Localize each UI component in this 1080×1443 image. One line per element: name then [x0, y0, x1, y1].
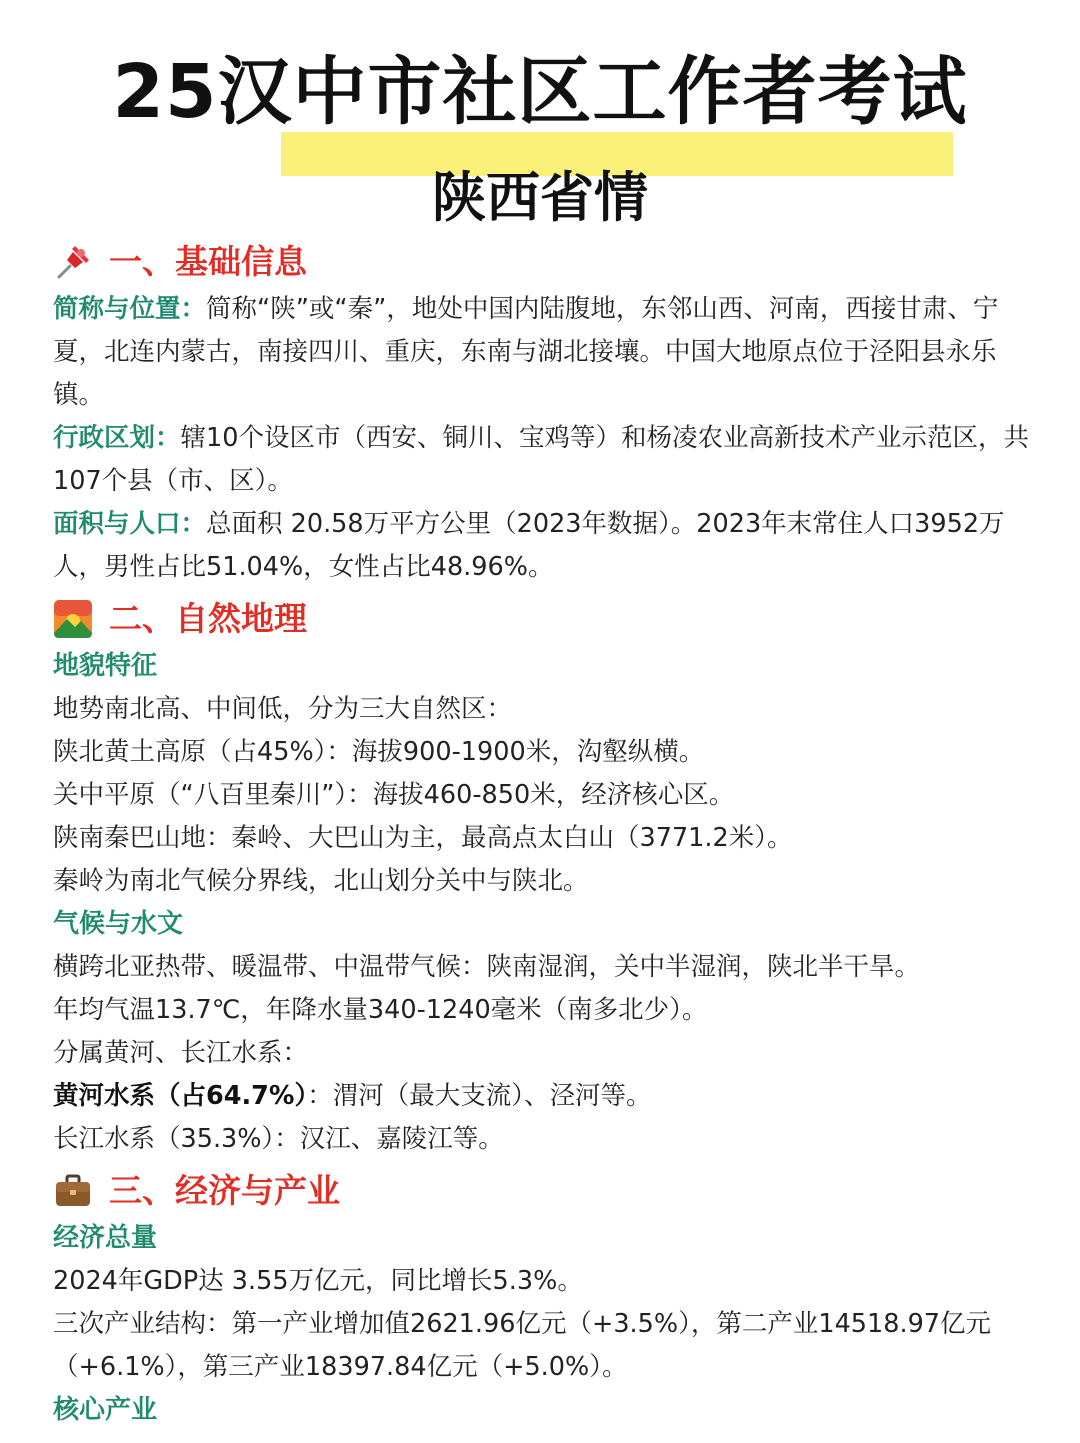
paragraph-key: 面积与人口：: [53, 509, 207, 539]
paragraph-text: 辖10个设区市（西安、铜川、宝鸡等）和杨凌农业高新技术产业示范区，共107个县（市、区）。: [53, 423, 1029, 496]
section-heading-text: 一、基础信息: [109, 242, 307, 281]
paragraph-industry-structure: 三次产业结构：第一产业增加值2621.96亿元（+3.5%），第二产业14518.97亿元（+6.1%），第三产业18397.84亿元（+5.0%）。: [53, 1309, 992, 1382]
page-subtitle: 陕西省情: [432, 166, 648, 229]
paragraph-text: 总面积 20.58万平方公里（2023年数据）。2023年末常住人口3952万人，男性占比51.04%，女性占比48.96%。: [53, 509, 1005, 582]
paragraph-key: 简称与位置：: [53, 294, 207, 324]
text-line-yellow-river: [53, 1075, 1033, 1118]
text-line: 陕南秦巴山地：秦岭、大巴山为主，最高点太白山（3771.2米）。: [53, 823, 793, 853]
paragraph-abbreviation-location: [53, 288, 1033, 417]
page-title-block: [113, 40, 968, 144]
text-line: 关中平原（“八百里秦川”）：海拔460-850米，经济核心区。: [53, 780, 735, 810]
paragraph-admin-division: [53, 417, 1033, 503]
page-title: 25汉中市社区工作者考试: [112, 49, 968, 135]
subheading-core-industry: 核心产业: [53, 1395, 158, 1425]
subheading-landform: 地貌特征: [53, 651, 158, 681]
briefcase-icon: [53, 1171, 93, 1211]
pushpin-icon: [53, 242, 93, 282]
paragraph-text: 简称“陕”或“秦”，地处中国内陆腹地，东邻山西、河南，西接甘肃、宁夏，北连内蒙古，南接四川、重庆，东南与湖北接壤。中国大地原点位于泾阳县永乐镇。: [53, 294, 999, 410]
text-line: 分属黄河、长江水系：: [53, 1038, 309, 1068]
paragraph-key: 行政区划：: [53, 423, 181, 453]
text-line: 2024年GDP达 3.55万亿元，同比增长5.3%。: [53, 1266, 583, 1296]
text-line: 年均气温13.7℃，年降水量340-1240毫米（南多北少）。: [53, 995, 708, 1025]
text-line: 长江水系（35.3%）：汉江、嘉陵江等。: [53, 1124, 504, 1154]
section-heading-natural-geography: [53, 593, 1033, 645]
section-heading-economy: [53, 1165, 1033, 1217]
text-line: 秦岭为南北气候分界线，北山划分关中与陕北。: [53, 866, 589, 896]
subheading-climate-hydrology: 气候与水文: [53, 909, 184, 939]
paragraph-area-population: [53, 503, 1033, 589]
text-line: 地势南北高、中间低，分为三大自然区：: [53, 694, 513, 724]
sunrise-mountains-icon: [53, 599, 93, 639]
text-line: 陕北黄土高原（占45%）：海拔900-1900米，沟壑纵横。: [53, 737, 705, 767]
line-text: ：渭河（最大支流）、泾河等。: [307, 1081, 652, 1111]
title-area: [0, 40, 1080, 144]
section-heading-basic-info: [53, 236, 1033, 288]
text-line: 横跨北亚热带、暖温带、中温带气候：陕南湿润，关中半湿润，陕北半干旱。: [53, 952, 921, 982]
content: [53, 236, 1033, 1432]
section-heading-text: 二、自然地理: [109, 599, 307, 638]
subheading-economic-total: 经济总量: [53, 1223, 158, 1253]
section-heading-text: 三、经济与产业: [109, 1171, 340, 1210]
bold-term: 黄河水系（占64.7%）: [53, 1081, 308, 1111]
